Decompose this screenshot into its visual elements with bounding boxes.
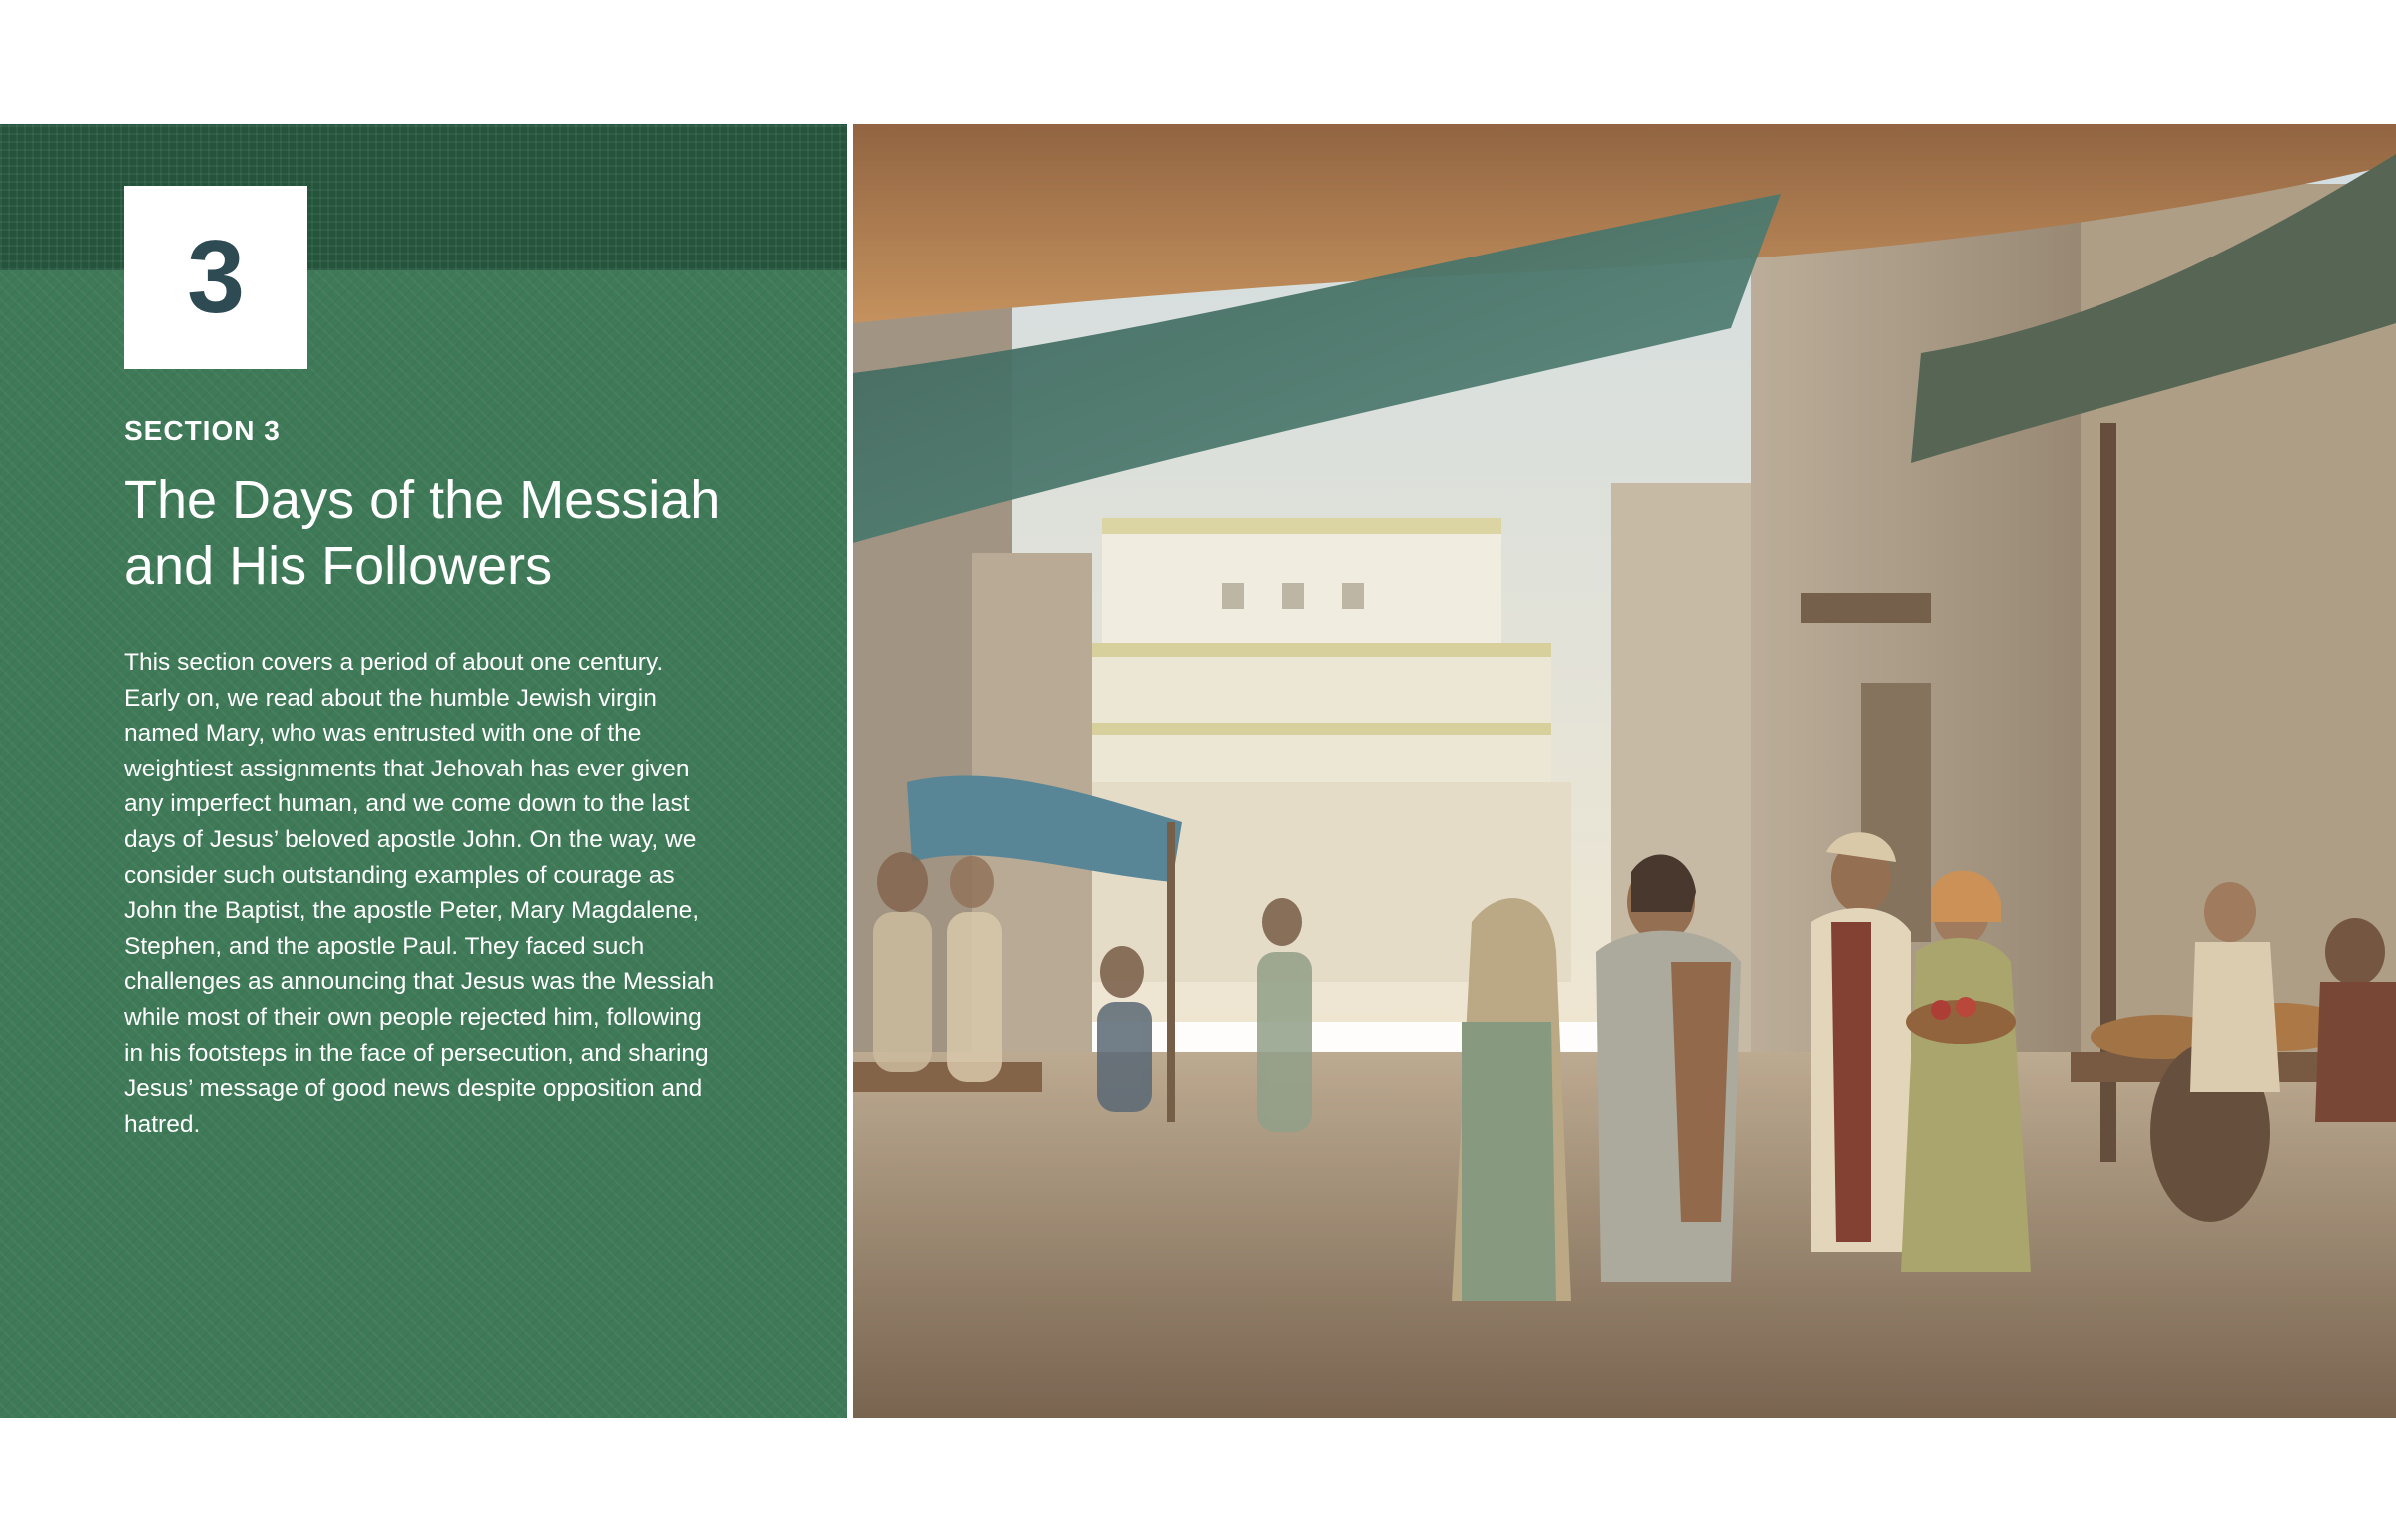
section-description: This section covers a period of about one century. Early on, we read about the humble Jewish virgin named Mary, who was entrusted with one of the weightiest assignments that Jehovah has ever given any imperfect human, and we come down to the last days of Jesus’ beloved apostle John. On the way, we consider such outstanding examples of courage as John the Baptist, the apostle Peter, Mary Magdalene, Stephen, and the apostle Paul. They faced such challenges as announcing that Jesus was the Messiah while most of their own people rejected him, following in his footsteps in the face of persecution, and sharing Jesus’ message of good news despite opposition and hatred. xyxy=(124,649,715,1138)
page-spread xyxy=(0,124,2396,1418)
market-scene-illustration xyxy=(853,124,2396,1418)
section-title-line-2: and His Followers xyxy=(124,536,553,596)
section-number-box xyxy=(124,186,307,369)
section-title-line-1: The Days of the Messiah xyxy=(124,470,721,530)
section-intro-panel xyxy=(0,124,847,1418)
section-label: SECTION 3 xyxy=(124,415,281,446)
section-title xyxy=(124,467,763,599)
market-scene-painting xyxy=(853,124,2396,1418)
section-number: 3 xyxy=(187,220,245,335)
